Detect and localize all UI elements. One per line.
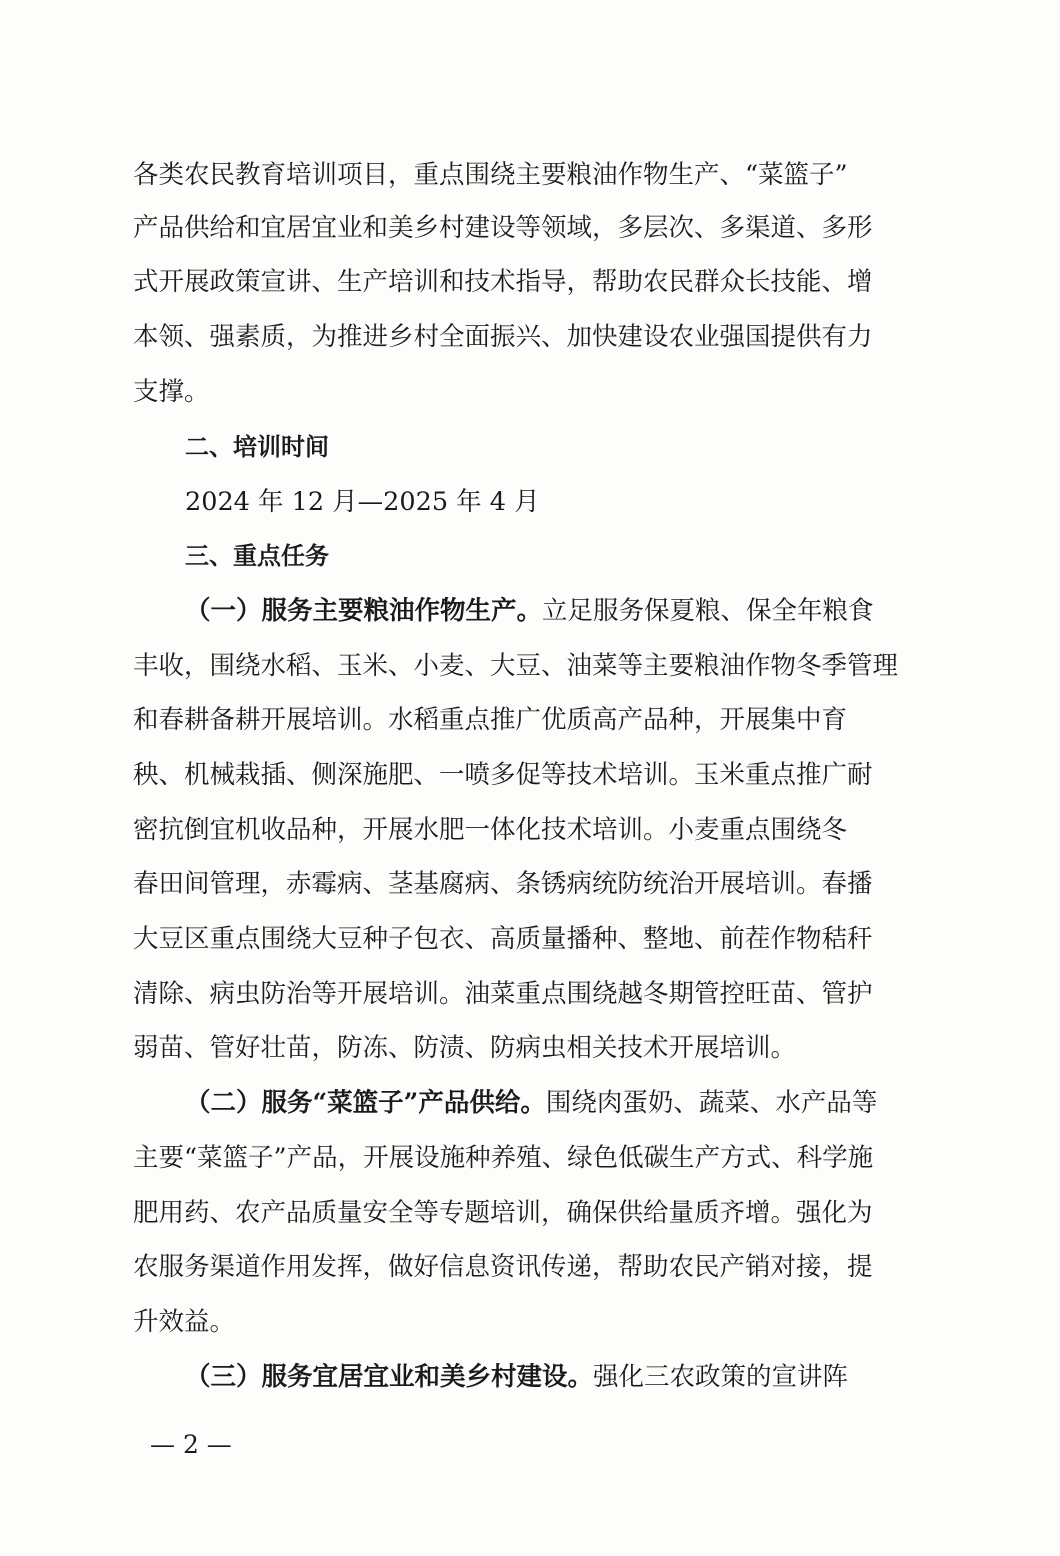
item3-title: （三）服务宜居宜业和美乡村建设。 xyxy=(185,1362,594,1392)
body-line: 支撑。 xyxy=(133,377,210,407)
item1-text: 立足服务保夏粮、保全年粮食 xyxy=(542,596,874,626)
body-line: 升效益。 xyxy=(133,1307,236,1337)
item3-text: 强化三农政策的宣讲阵 xyxy=(593,1362,849,1392)
body-line: 主要“菜篮子”产品，开展设施种养殖、绿色低碳生产方式、科学施 xyxy=(133,1143,874,1173)
item2-first-line xyxy=(185,1088,941,1118)
body-line: 弱苗、管好壮苗，防冻、防渍、防病虫相关技术开展培训。 xyxy=(133,1033,797,1063)
item1-title: （一）服务主要粮油作物生产。 xyxy=(185,596,543,626)
item2-title: （二）服务“菜篮子”产品供给。 xyxy=(185,1088,546,1118)
body-line: 密抗倒宜机收品种，开展水肥一体化技术培训。小麦重点围绕冬 xyxy=(133,815,848,845)
body-line: 本领、强素质，为推进乡村全面振兴、加快建设农业强国提供有力 xyxy=(133,322,873,352)
body-line: 肥用药、农产品质量安全等专题培训，确保供给量质齐增。强化为 xyxy=(133,1198,873,1228)
body-line: 丰收，围绕水稻、玉米、小麦、大豆、油菜等主要粮油作物冬季管理 xyxy=(133,651,899,681)
body-line: 农服务渠道作用发挥，做好信息资讯传递，帮助农民产销对接，提 xyxy=(133,1252,873,1282)
body-line: 秧、机械栽插、侧深施肥、一喷多促等技术培训。玉米重点推广耐 xyxy=(133,760,873,790)
body-line: 产品供给和宜居宜业和美乡村建设等领域，多层次、多渠道、多形 xyxy=(133,213,873,243)
section-heading-training-time: 二、培训时间 xyxy=(185,433,329,461)
body-line: 式开展政策宣讲、生产培训和技术指导，帮助农民群众长技能、增 xyxy=(133,267,873,297)
body-line: 春田间管理，赤霉病、茎基腐病、条锈病统防统治开展培训。春播 xyxy=(133,869,873,899)
training-time-text: 2024 年 12 月—2025 年 4 月 xyxy=(185,487,540,517)
item3-first-line xyxy=(185,1362,941,1392)
body-line: 清除、病虫防治等开展培训。油菜重点围绕越冬期管控旺苗、管护 xyxy=(133,979,873,1009)
page-number: — 2 — xyxy=(150,1430,232,1459)
item2-text: 围绕肉蛋奶、蔬菜、水产品等 xyxy=(545,1088,878,1118)
body-line: 和春耕备耕开展培训。水稻重点推广优质高产品种，开展集中育 xyxy=(133,705,848,735)
item1-first-line xyxy=(185,596,941,626)
body-line: 各类农民教育培训项目，重点围绕主要粮油作物生产、“菜篮子” xyxy=(133,160,848,190)
section-heading-key-tasks: 三、重点任务 xyxy=(185,542,329,570)
body-line: 大豆区重点围绕大豆种子包衣、高质量播种、整地、前茬作物秸秆 xyxy=(133,924,873,954)
